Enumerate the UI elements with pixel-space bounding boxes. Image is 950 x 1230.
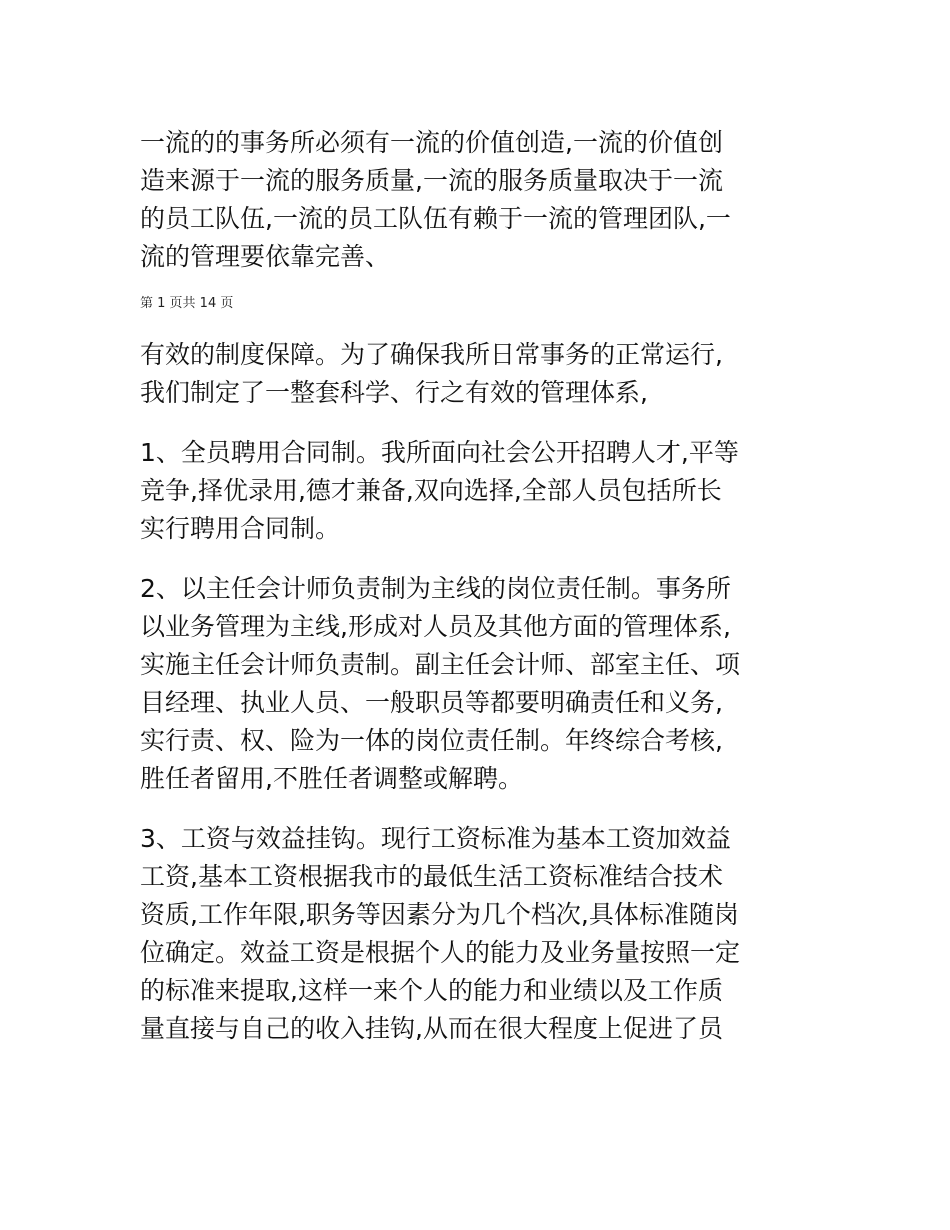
text-line: 一流的的事务所必须有一流的价值创造,一流的价值创 bbox=[140, 128, 723, 157]
text-line: 3、工资与效益挂钩。现行工资标准为基本工资加效益 bbox=[140, 824, 731, 853]
text-line: 竞争,择优录用,德才兼备,双向选择,全部人员包括所长 bbox=[140, 476, 722, 505]
text-line: 位确定。效益工资是根据个人的能力及业务量按照一定 bbox=[140, 938, 741, 967]
text-line: 以业务管理为主线,形成对人员及其他方面的管理体系, bbox=[140, 612, 731, 641]
text-line: 造来源于一流的服务质量,一流的服务质量取决于一流 bbox=[140, 166, 723, 195]
text-line: 工资,基本工资根据我市的最低生活工资标准结合技术 bbox=[140, 862, 723, 891]
text-line: 实行责、权、险为一体的岗位责任制。年终综合考核, bbox=[140, 726, 723, 755]
text-line: 有效的制度保障。为了确保我所日常事务的正常运行, bbox=[140, 340, 723, 369]
text-line: 我们制定了一整套科学、行之有效的管理体系, bbox=[140, 378, 648, 407]
page-number-footer: 第 1 页共 14 页 bbox=[140, 296, 234, 311]
text-line: 胜任者留用,不胜任者调整或解聘。 bbox=[140, 764, 523, 793]
paragraph-intro bbox=[140, 124, 820, 276]
text-line: 1、全员聘用合同制。我所面向社会公开招聘人才,平等 bbox=[140, 438, 739, 467]
paragraph-item-3 bbox=[140, 820, 820, 1048]
text-line: 的员工队伍,一流的员工队伍有赖于一流的管理团队,一 bbox=[140, 204, 731, 233]
paragraph-item-2 bbox=[140, 570, 820, 798]
text-line: 量直接与自己的收入挂钩,从而在很大程度上促进了员 bbox=[140, 1014, 723, 1043]
text-line: 实行聘用合同制。 bbox=[140, 514, 341, 543]
document-page bbox=[140, 120, 820, 1048]
text-line: 资质,工作年限,职务等因素分为几个档次,具体标准随岗 bbox=[140, 900, 739, 929]
text-line: 流的管理要依靠完善、 bbox=[140, 242, 391, 271]
paragraph-item-1 bbox=[140, 434, 820, 548]
text-line: 2、以主任会计师负责制为主线的岗位责任制。事务所 bbox=[140, 574, 731, 603]
text-line: 目经理、执业人员、一般职员等都要明确责任和义务, bbox=[140, 688, 723, 717]
text-line: 的标准来提取,这样一来个人的能力和业绩以及工作质 bbox=[140, 976, 723, 1005]
text-line: 实施主任会计师负责制。副主任会计师、部室主任、项 bbox=[140, 650, 741, 679]
paragraph-system-intro bbox=[140, 336, 820, 412]
